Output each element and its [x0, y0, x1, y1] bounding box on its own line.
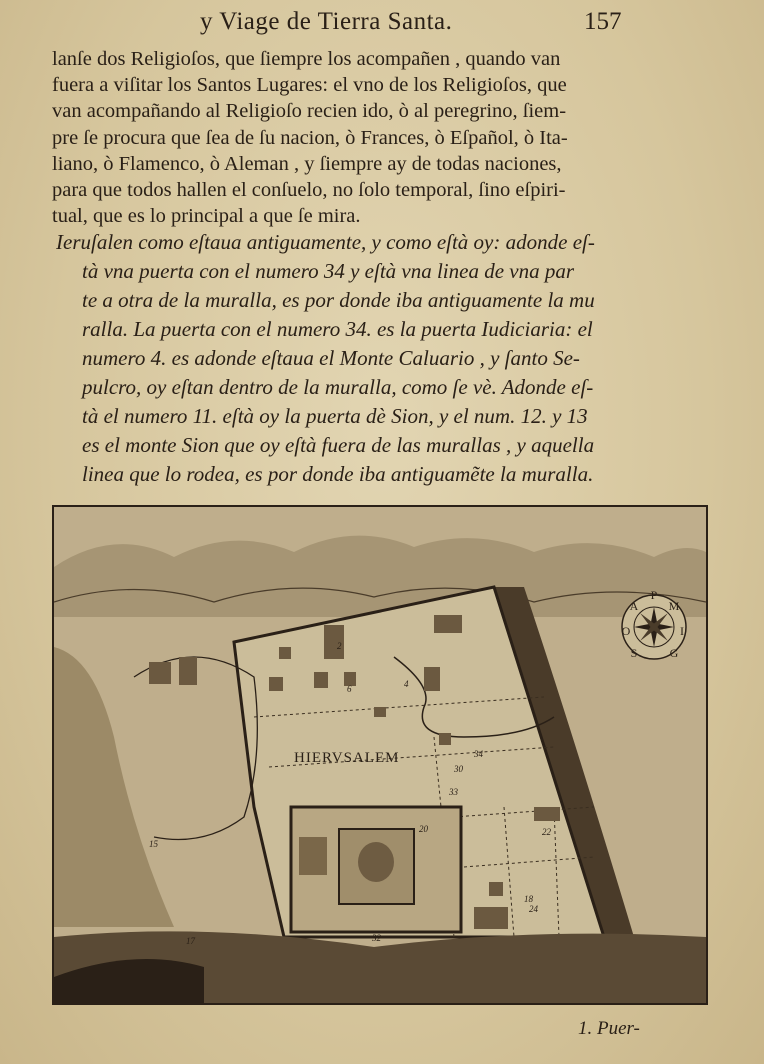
text-line: pre ſe procura que ſea de ſu nacion, ò Frances, ò Eſpañol, ò Ita-: [52, 126, 568, 149]
text-line: numero 4. es adonde eſtaua el Monte Caluario , y ſanto Se-: [82, 346, 580, 370]
text-line: tà vna puerta con el numero 34 y eſtà vna linea de vna par: [82, 259, 575, 283]
italic-caption-paragraph: [56, 228, 646, 489]
text-line: tual, que es lo principal a que ſe mira.: [52, 205, 361, 228]
compass-letter: S: [630, 646, 638, 660]
map-number: 34: [474, 749, 483, 759]
map-number: 17: [186, 936, 195, 946]
compass-letter: O: [621, 624, 631, 638]
map-number: 4: [404, 679, 409, 689]
text-line: linea que lo rodea, es por donde iba antiguamẽte la muralla.: [82, 462, 594, 486]
map-number: 15: [149, 839, 158, 849]
running-head: y Viage de Tierra Santa.: [200, 8, 453, 35]
page-header: [200, 8, 620, 42]
map-number: 20: [419, 824, 428, 834]
text-line: fuera a viſitar los Santos Lugares: el vno de los Religioſos, que: [52, 74, 567, 97]
text-line: tà el numero 11. eſtà oy la puerta dè Sion, y el num. 12. y 13: [82, 404, 588, 428]
compass-letter: A: [629, 599, 639, 613]
text-line: para que todos hallen el conſuelo, no ſolo temporal, ſino eſpiri-: [52, 179, 566, 202]
map-number: 32: [372, 933, 381, 943]
building: [299, 837, 327, 875]
text-line: pulcro, oy eſtan dentro de la muralla, como ſe vè. Adonde eſ-: [82, 375, 594, 399]
page-number: 157: [584, 8, 622, 35]
compass-letter: I: [680, 624, 684, 638]
text-line: van acompañando al Religioſo recien ido, ò al peregrino, ſiem-: [52, 100, 567, 123]
city-label: HIERVSALEM: [294, 750, 400, 766]
text-line: liano, ò Flamenco, ò Aleman , y ſiempre ay de todas naciones,: [52, 152, 562, 175]
map-number: 6: [347, 684, 352, 694]
text-line: Ieruſalen como eſtaua antiguamente, y como eſtà oy: adonde eſ-: [56, 230, 595, 254]
temple-dome: [358, 842, 394, 882]
compass-letter: G: [669, 646, 679, 660]
map-number: 24: [529, 904, 538, 914]
text-line: ralla. La puerta con el numero 34. es la puerta Iudiciaria: el: [82, 317, 593, 341]
map-number: 22: [542, 827, 551, 837]
text-line: es el monte Sion que oy eſtà fuera de las murallas , y aquella: [82, 433, 595, 457]
compass-letter: M: [668, 599, 680, 613]
catchword: 1. Puer-: [578, 1018, 640, 1039]
map-number: 33: [449, 787, 458, 797]
roman-paragraph: [52, 46, 642, 229]
compass-letter: P: [650, 588, 658, 602]
jerusalem-engraving: [52, 505, 708, 1005]
map-number: 2: [337, 641, 342, 651]
text-line: te a otra de la muralla, es por donde iba antiguamente la mu: [82, 288, 595, 312]
map-number: 30: [454, 764, 463, 774]
map-drawing: [54, 507, 706, 1003]
map-number: 18: [524, 894, 533, 904]
text-line: lanſe dos Religioſos, que ſiempre los acompañen , quando van: [52, 48, 561, 70]
